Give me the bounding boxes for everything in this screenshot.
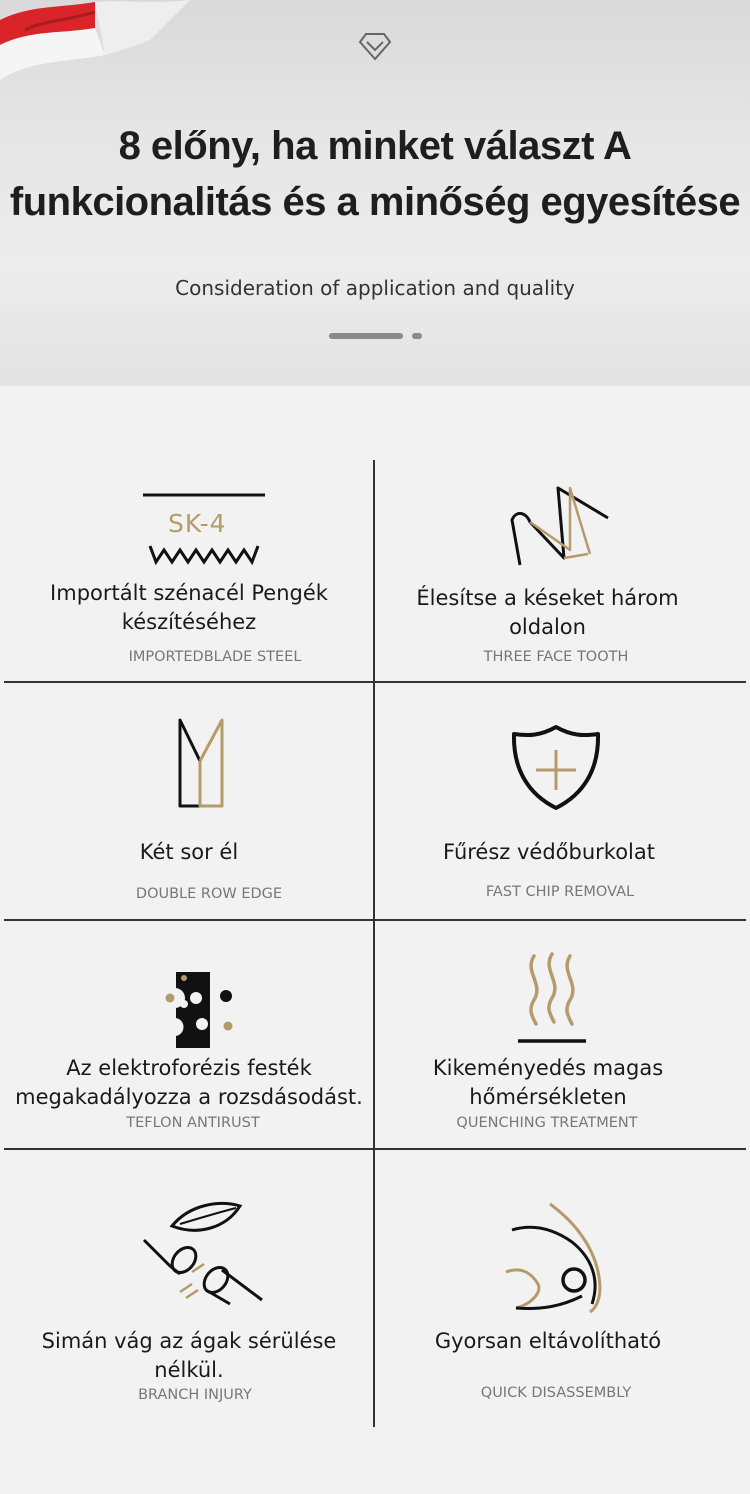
feature-title [4, 579, 374, 637]
feature-title-line: megakadályozza a rozsdásodást. [15, 1085, 363, 1109]
feature-subtitle: DOUBLE ROW EDGE [135, 886, 283, 902]
feature-subtitle: IMPORTEDBLADE STEEL [128, 649, 302, 665]
feature-title [375, 838, 723, 867]
feature-subtitle: QUICK DISASSEMBLY [480, 1385, 632, 1401]
feature-title-line: készítéséhez [121, 610, 257, 634]
header-banner [0, 0, 750, 386]
grid-horizontal-divider [4, 1148, 746, 1150]
grid-horizontal-divider [4, 681, 746, 683]
title-line-1: 8 előny, ha minket választ A [118, 124, 632, 168]
page-subtitle: Consideration of application and quality [175, 276, 575, 300]
feature-subtitle: TEFLON ANTIRUST [126, 1115, 260, 1131]
feature-title [4, 1054, 374, 1112]
feature-title-line: nélkül. [154, 1358, 224, 1382]
feature-title-line: oldalon [509, 615, 586, 639]
grid-horizontal-divider [4, 919, 746, 921]
feature-subtitle: QUENCHING TREATMENT [456, 1115, 638, 1131]
antirust-icon [162, 968, 238, 1052]
feature-title-line: Fűrész védőburkolat [443, 840, 655, 864]
double-row-edge-icon [176, 716, 228, 810]
feature-title-line: Gyorsan eltávolítható [434, 1329, 662, 1353]
feature-title [4, 1327, 374, 1385]
feature-title-line: Kikeményedés magas [432, 1056, 664, 1080]
heat-waves-icon [514, 950, 590, 1046]
diamond-logo-icon [357, 28, 393, 64]
feature-title [375, 1054, 721, 1112]
feature-title-line: Az elektroforézis festék [66, 1056, 312, 1080]
feature-title [4, 838, 374, 867]
branch-cut-icon [140, 1196, 266, 1306]
quick-disassembly-icon [502, 1200, 610, 1316]
feature-subtitle: FAST CHIP REMOVAL [485, 884, 635, 900]
pager-dash-short [412, 333, 422, 339]
feature-subtitle: THREE FACE TOOTH [483, 649, 629, 665]
sk4-label: SK-4 [168, 509, 227, 538]
feature-title-line: Két sor él [139, 840, 239, 864]
flag-ribbon-icon [0, 0, 200, 95]
feature-subtitle: BRANCH INJURY [138, 1387, 252, 1403]
title-line-2: funkcionalitás és a minőség egyesítése [9, 180, 741, 224]
sk4-serrated-blade-icon [140, 490, 268, 570]
page-title [0, 118, 750, 230]
feature-title-line: Simán vág az ágak sérülése [41, 1329, 337, 1353]
feature-title-line: Élesítse a késeket három [416, 586, 679, 610]
pager-dash-long [329, 333, 403, 339]
feature-title-line: Importált szénacél Pengék [50, 581, 328, 605]
feature-title [375, 1327, 721, 1356]
three-face-tooth-icon [508, 480, 616, 575]
feature-title-line: hőmérsékleten [469, 1085, 627, 1109]
feature-title [375, 584, 720, 642]
shield-plus-icon [510, 724, 602, 810]
